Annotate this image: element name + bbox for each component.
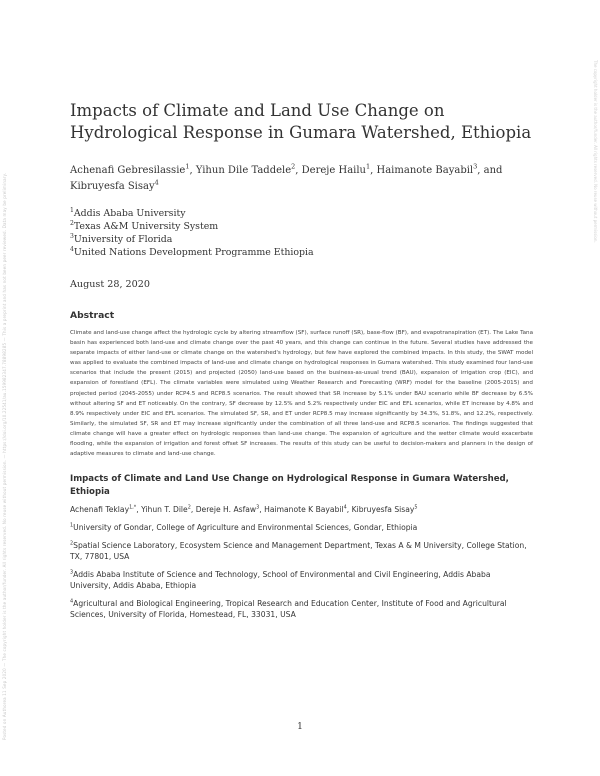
embedded-affiliation-marker: 2 (70, 540, 74, 547)
affiliation-marker: 3 (70, 232, 74, 240)
embedded-affiliation-text: Addis Ababa Institute of Science and Technology, School of Environmental and Civil Engineering, Addis Ababa University, Addis Ababa, Ethiopia (70, 569, 491, 591)
author-list: Achenafi Gebresilassie$^1$, Yihun Dile Taddele$^2$, Dereje Hailu$^1$, Haimanote Bayabil$^3$, and Kibruyesfa Sisay$^4$ (70, 162, 503, 192)
affiliation (70, 207, 533, 220)
affiliation-text: Addis Ababa University (73, 208, 186, 219)
embedded-affiliation-marker: 4 (70, 598, 74, 605)
affiliation (70, 220, 533, 233)
embedded-author-affil-marker: 5 (414, 504, 418, 511)
embedded-author-name: Achenafi Teklay (70, 505, 130, 515)
embedded-affiliation (70, 540, 533, 563)
author-name: Yihun Dile Taddele (195, 165, 292, 176)
embedded-title: Impacts of Climate and Land Use Change on Hydrological Response in Gumara Watershed, Ethiopia (70, 474, 509, 498)
paper-title: Impacts of Climate and Land Use Change on Hydrological Response in Gumara Watershed, Ethiopia (70, 101, 532, 142)
affiliation-text: United Nations Development Programme Ethiopia (73, 247, 314, 258)
author-affil-marker: 2 (291, 162, 296, 171)
embedded-author-name: Dereje H. Asfaw (195, 505, 257, 515)
affiliation-marker: 1 (70, 206, 74, 214)
embedded-affiliation (70, 569, 533, 592)
abstract-heading: Abstract (70, 310, 115, 321)
embedded-affiliation-marker: 3 (70, 569, 74, 576)
embedded-author-affil-marker: 3 (256, 504, 260, 511)
affiliation-text: Texas A&M University System (73, 221, 219, 232)
embedded-affiliation-marker: 1 (70, 522, 74, 529)
embedded-author-affil-marker: 2 (187, 504, 191, 511)
paper-date: August 28, 2020 (70, 279, 150, 290)
affiliation (70, 246, 533, 259)
embedded-author-affil-marker: 4 (343, 504, 347, 511)
embedded-author-name: Haimanote K Bayabil (264, 505, 344, 515)
right-watermark: The copyright holder is the author/funder. All rights reserved. No reuse without permission. (593, 60, 598, 243)
affiliation-marker: 4 (70, 245, 74, 253)
embedded-affiliation-text: University of Gondar, College of Agriculture and Environmental Sciences, Gondar, Ethiopia (73, 523, 418, 533)
author-affil-marker: 1 (366, 162, 371, 171)
author-affil-marker: 3 (473, 162, 478, 171)
author-affil-marker: 1 (185, 162, 190, 171)
author-name: Dereje Hailu (301, 165, 366, 176)
author-name: Kibruyesfa Sisay (70, 181, 155, 192)
side-watermark: Posted on Authorea 11 Sep 2020 — The copyright holder is the author/funder. All rights reserved. No reuse without permission. — https://doi.org/10.22541/au.159982347.78898285 — This a preprint and has not been peer reviewed. Data may be preliminary. (2, 172, 7, 740)
affiliation-text: University of Florida (73, 234, 173, 245)
embedded-affiliation-list (70, 522, 533, 621)
abstract-body: Climate and land-use change affect the hydrologic cycle by altering streamflow (SF), surface runoff (SR), base-flow (BF), and evapotranspiration (ET). The Lake Tana basin has experienced both land-use and climate change over the past 40 years, and this change can continue in the future. Several studies have addressed the separate impacts of either land-use or climate change on the watershed's hydrology, but few have explored the combined impacts. In this study, the SWAT model was applied to evaluate the combined impacts of land-use and climate change on hydrological responses in Gumara watershed. This study examined four land-use scenarios that include the present (2015) and projected (2050) land-use based on the business-as-usual trend (BAU), expansion of irrigation crop (EIC), and expansion of forestland (EFL). The climate variables were simulated using Weather Research and Forecasting (WRF) model for the baseline (2005-2015) and projected period (2045-2055) under RCP4.5 and RCP8.5 scenarios. The result showed that SR increase by 5.1% under BAU scenario while BF decrease by 6.5% without altering SF and ET noticeably. On the contrary, SF decrease by 12.5% and 5.2% respectively under EIC and EFL scenarios, while ET increase by 4.8% and 8.9% respectively under EIC and EFL scenarios. The simulated SF, SR, and ET under RCP8.5 may increase significantly by 34.3%, 51.8%, and 12.2%, respectively. Similarly, the simulated SF, SR and ET may increase significantly under the combination of all three land-use and RCP8.5 scenarios. The findings suggested that climate change will have a greater effect on hydrologic responses than land-use change. The expansion of agriculture and the wetter climate would exacerbate flooding, while the expansion of irrigation and forest offset SF increases. The results of this study can be useful to decision-makers and planners in the design of adaptive measures to climate and land-use change. (70, 330, 533, 458)
embedded-affiliation-text: Spatial Science Laboratory, Ecosystem Science and Management Department, Texas A & M University, College Station, TX, 77801, USA (70, 540, 527, 562)
embedded-affiliation-text: Agricultural and Biological Engineering, Tropical Research and Education Center, Institute of Food and Agricultural Sciences, University of Florida, Homestead, FL, 33031, USA (70, 598, 507, 620)
paper-page (70, 100, 533, 627)
embedded-author-list: Achenafi Teklay$^{1,*}$, Yihun T. Dile$^2$, Dereje H. Asfaw$^3$, Haimanote K Bayabil$^4$, Kibruyesfa Sisay$^5$ (70, 504, 418, 515)
affiliation (70, 233, 533, 246)
embedded-affiliation (70, 522, 533, 534)
author-name: Achenafi Gebresilassie (70, 165, 186, 176)
affiliation-marker: 2 (70, 219, 74, 227)
page-number: 1 (297, 722, 303, 732)
author-affil-marker: 4 (154, 178, 159, 187)
affiliation-list (70, 207, 533, 259)
author-name: Haimanote Bayabil (376, 165, 474, 176)
embedded-affiliation (70, 598, 533, 621)
embedded-author-affil-marker: 1,* (129, 504, 137, 511)
embedded-author-name: Yihun T. Dile (141, 505, 188, 515)
embedded-author-name: Kibruyesfa Sisay (351, 505, 415, 515)
